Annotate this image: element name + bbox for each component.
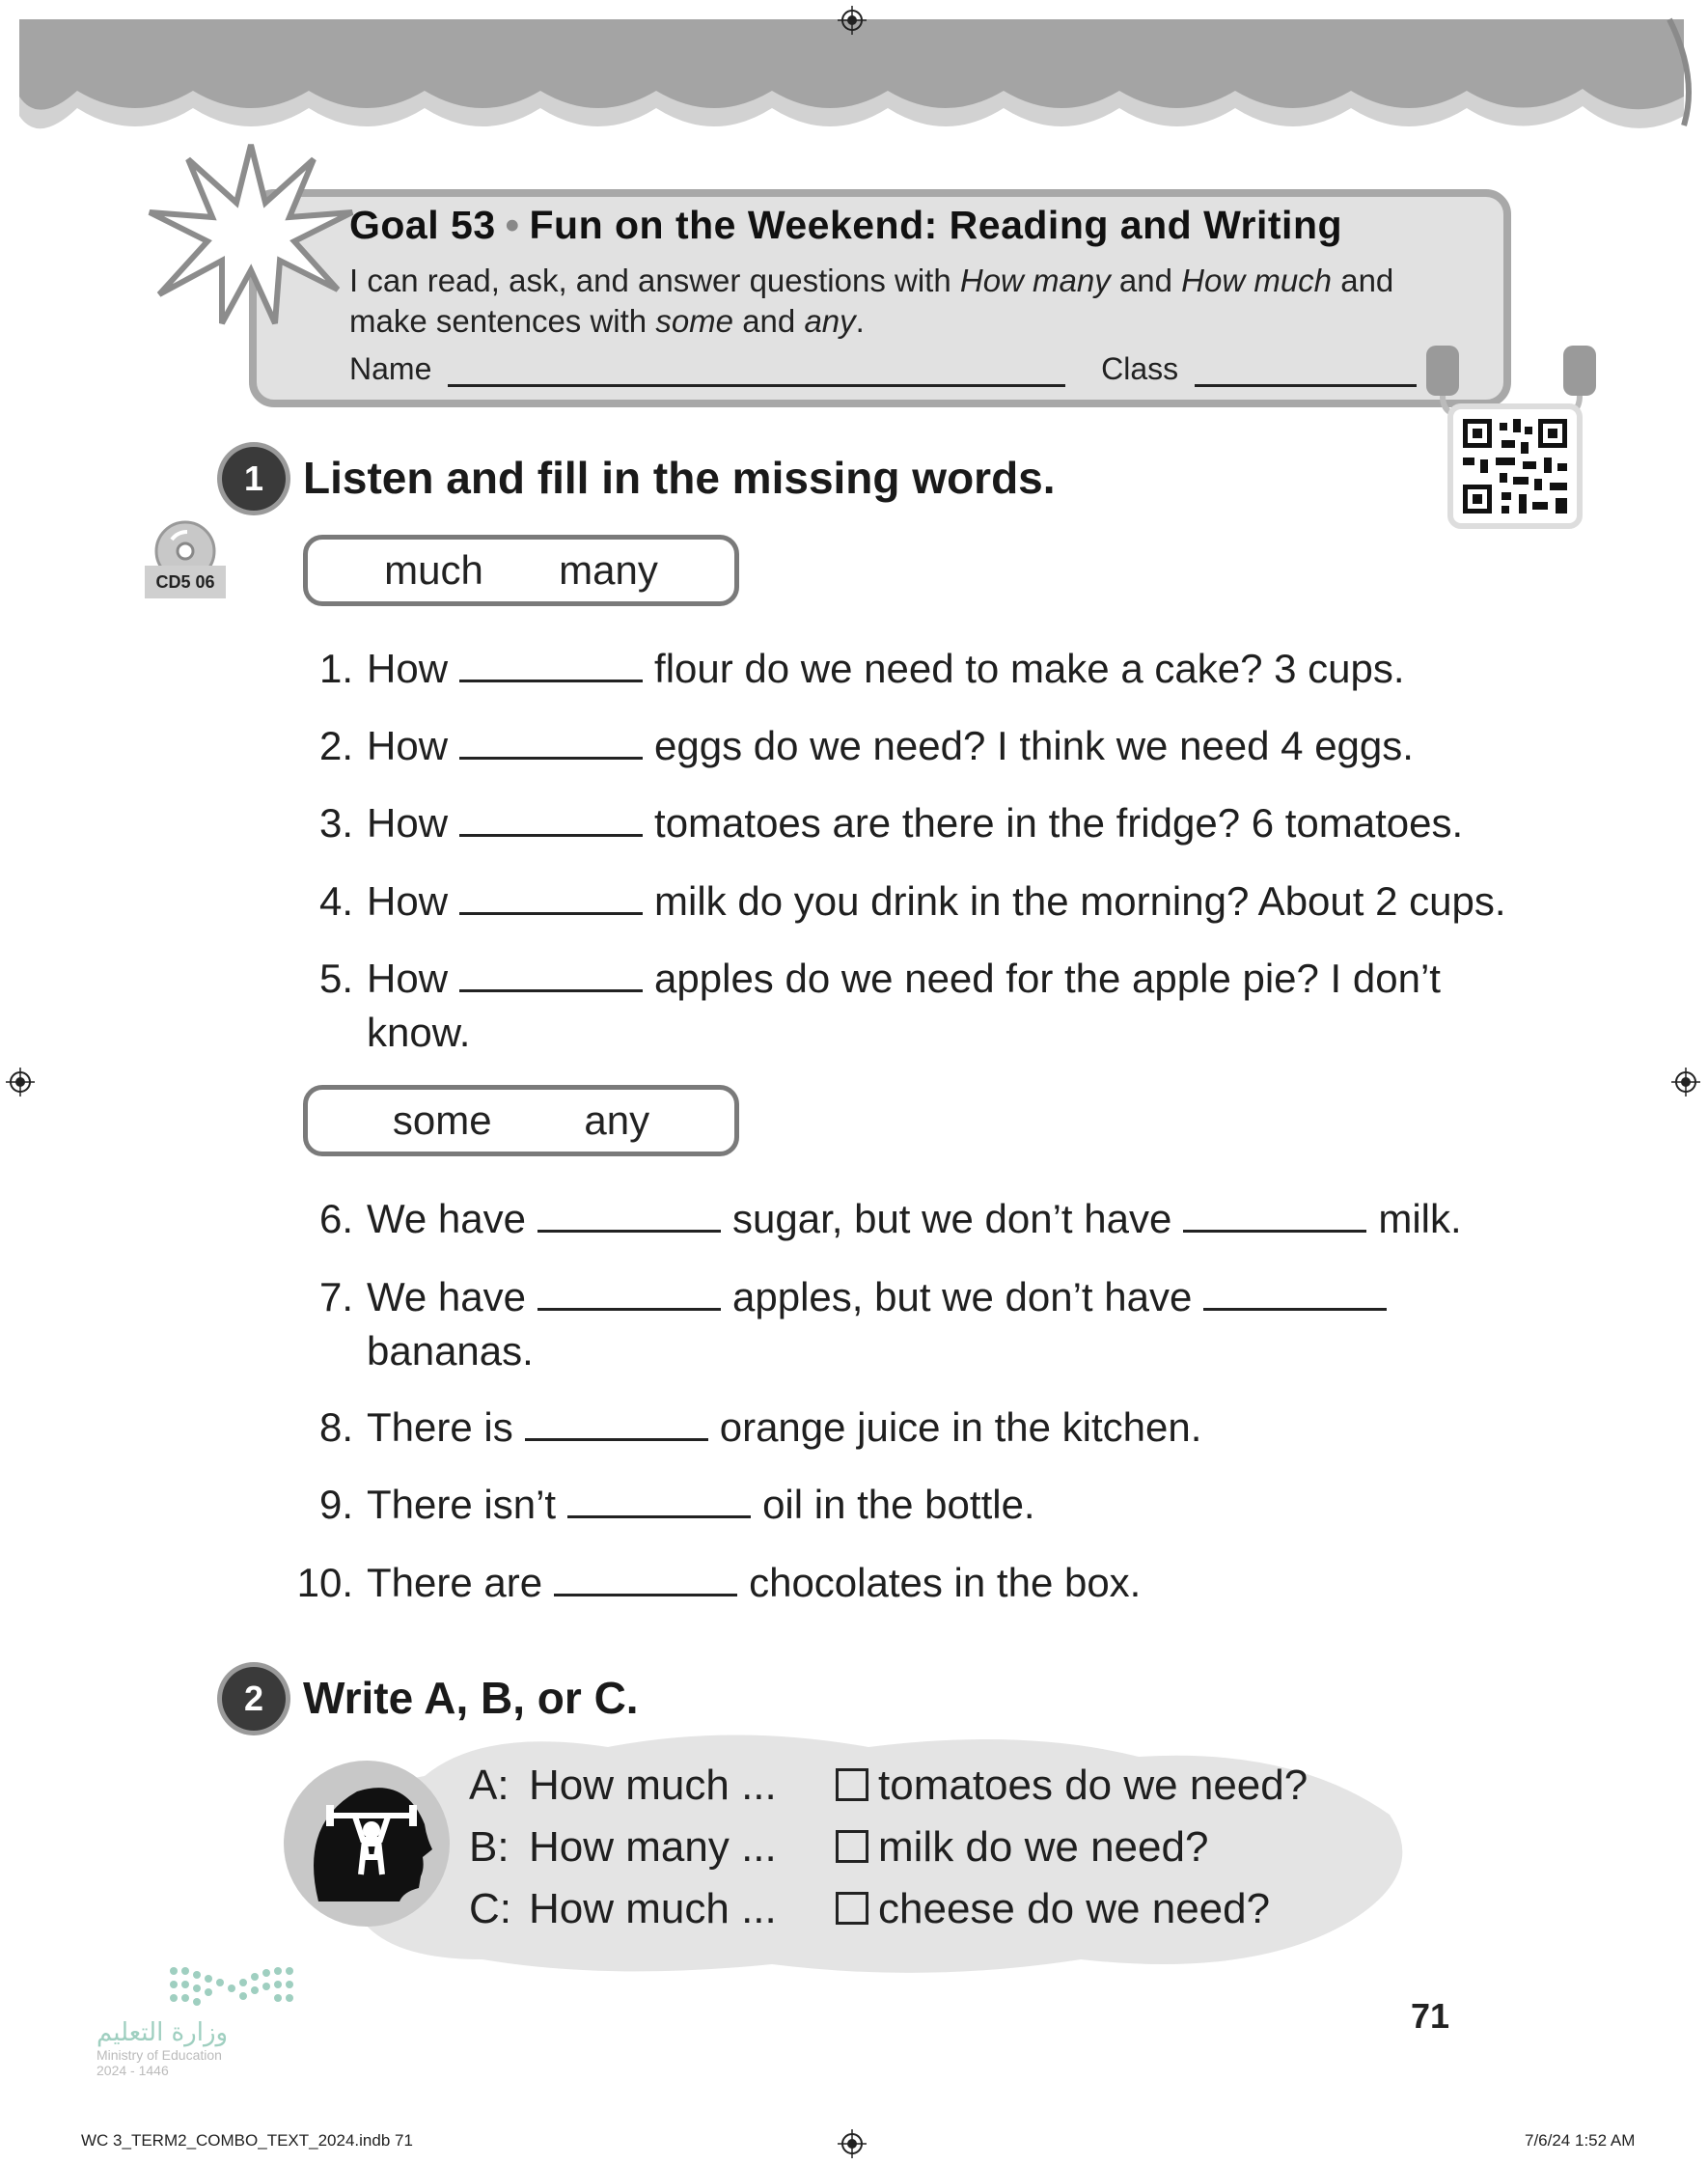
print-timestamp: 7/6/24 1:52 AM — [1525, 2131, 1636, 2150]
registration-mark-icon — [1671, 1068, 1700, 1096]
question-text: tomatoes are there in the fridge? 6 tomatoes. — [654, 800, 1464, 846]
row-stem: How many ... — [529, 1823, 777, 1871]
row-label: C: — [469, 1885, 511, 1932]
question-text: oil in the bottle. — [762, 1482, 1035, 1527]
goal-description — [349, 261, 1459, 342]
match-row — [469, 1755, 1308, 1817]
question-text: milk do you drink in the morning? About 2 cups. — [654, 878, 1506, 924]
match-row — [469, 1817, 1308, 1878]
question-text: milk. — [1378, 1196, 1462, 1241]
question-number: 3. — [318, 800, 353, 846]
question-text: orange juice in the kitchen. — [719, 1404, 1202, 1450]
row-stem: How much ... — [529, 1762, 777, 1809]
goal-heading: Fun on the Weekend: Reading and Writing — [529, 203, 1343, 247]
desc-emphasis: any — [804, 303, 856, 339]
answer-checkbox[interactable] — [836, 1768, 868, 1801]
answer-blank[interactable] — [459, 795, 643, 837]
question-number: 7. — [318, 1274, 353, 1319]
question-text: apples do we need for the apple pie? I don’t — [654, 956, 1441, 1001]
answer-blank[interactable] — [537, 1269, 721, 1311]
matching-list — [469, 1755, 1308, 1940]
question-number: 2. — [318, 723, 353, 768]
registration-mark-icon — [6, 1068, 35, 1096]
question-4 — [270, 874, 1506, 929]
question-text: How — [367, 723, 449, 768]
answer-blank[interactable] — [459, 951, 643, 992]
word-box-some-any — [303, 1085, 739, 1156]
question-text: chocolates in the box. — [749, 1560, 1142, 1605]
desc-text: and make sentences with — [349, 263, 1394, 339]
ministry-logo — [93, 1963, 324, 2098]
print-file-info: WC 3_TERM2_COMBO_TEXT_2024.indb 71 — [81, 2131, 413, 2150]
desc-emphasis: some — [655, 303, 734, 339]
question-2 — [270, 718, 1414, 773]
match-row — [469, 1878, 1308, 1940]
goal-title — [349, 203, 1342, 248]
question-1 — [270, 641, 1405, 696]
answer-blank[interactable] — [1183, 1191, 1366, 1233]
section-1-title: Listen and fill in the missing words. — [303, 453, 1056, 503]
word-box-much-many — [303, 535, 739, 606]
question-9 — [270, 1477, 1035, 1532]
word-option: much — [384, 547, 483, 593]
question-text: sugar, but we don’t have — [732, 1196, 1172, 1241]
answer-blank[interactable] — [459, 641, 643, 682]
audio-track-label[interactable]: CD5 06 — [145, 566, 226, 598]
question-5 — [270, 951, 1441, 1060]
question-text: How — [367, 646, 449, 691]
question-number: 10. — [296, 1560, 353, 1605]
desc-text: I can read, ask, and answer questions with — [349, 263, 960, 298]
question-text: How — [367, 800, 449, 846]
question-10 — [270, 1555, 1141, 1610]
question-text: How — [367, 878, 449, 924]
question-3 — [270, 795, 1463, 850]
goal-number: Goal 53 — [349, 203, 496, 247]
question-text: There are — [367, 1560, 543, 1605]
ministry-name-english: Ministry of Education — [96, 2047, 222, 2063]
question-text: There is — [367, 1404, 513, 1450]
word-option: many — [559, 547, 658, 593]
ministry-dots-icon — [93, 1963, 324, 2013]
name-field[interactable] — [448, 355, 1065, 387]
answer-blank[interactable] — [1203, 1269, 1387, 1311]
question-text-continued: bananas. — [367, 1328, 534, 1374]
question-text: How — [367, 956, 449, 1001]
row-label: A: — [469, 1762, 510, 1809]
section-2-title: Write A, B, or C. — [303, 1673, 639, 1723]
question-text: eggs do we need? I think we need 4 eggs. — [654, 723, 1414, 768]
page-number: 71 — [1411, 1996, 1450, 2036]
answer-blank[interactable] — [567, 1477, 751, 1518]
question-text: flour do we need to make a cake? 3 cups. — [654, 646, 1405, 691]
answer-blank[interactable] — [459, 718, 643, 760]
question-number: 4. — [318, 878, 353, 924]
desc-text: . — [855, 303, 865, 339]
question-number: 1. — [318, 646, 353, 691]
word-option: some — [392, 1097, 492, 1143]
question-number: 9. — [318, 1482, 353, 1527]
question-text: There isn’t — [367, 1482, 557, 1527]
row-ending: cheese do we need? — [878, 1885, 1271, 1932]
desc-emphasis: How much — [1181, 263, 1333, 298]
class-field[interactable] — [1195, 355, 1417, 387]
section-2-badge: 2 — [222, 1667, 286, 1731]
ministry-name-arabic: وزارة التعليم — [96, 2018, 229, 2047]
question-text: apples, but we don’t have — [732, 1274, 1193, 1319]
name-class-row — [349, 351, 1417, 387]
desc-text: and — [1110, 263, 1182, 298]
answer-checkbox[interactable] — [836, 1892, 868, 1925]
row-label: B: — [469, 1823, 510, 1871]
desc-text: and — [733, 303, 805, 339]
registration-mark-icon — [838, 6, 867, 35]
row-ending: milk do we need? — [878, 1823, 1209, 1871]
row-ending: tomatoes do we need? — [878, 1762, 1309, 1809]
word-option: any — [584, 1097, 650, 1143]
qr-code[interactable] — [1447, 403, 1583, 529]
question-text: We have — [367, 1274, 526, 1319]
question-6 — [270, 1191, 1462, 1246]
ministry-years: 2024 - 1446 — [96, 2063, 169, 2078]
desc-emphasis: How many — [959, 263, 1111, 298]
answer-blank[interactable] — [525, 1400, 708, 1441]
answer-checkbox[interactable] — [836, 1830, 868, 1863]
question-number: 5. — [318, 956, 353, 1001]
row-stem: How much ... — [529, 1885, 777, 1932]
question-7 — [270, 1269, 1398, 1378]
registration-mark-icon — [838, 2129, 867, 2158]
star-burst-icon — [145, 135, 357, 328]
qr-code-icon — [1463, 419, 1567, 513]
title-separator-icon: • — [505, 203, 520, 247]
question-text-continued: know. — [367, 1010, 471, 1055]
class-label: Class — [1101, 351, 1179, 386]
answer-blank[interactable] — [459, 874, 643, 915]
answer-blank[interactable] — [537, 1191, 721, 1233]
name-label: Name — [349, 351, 432, 386]
question-text: We have — [367, 1196, 526, 1241]
question-8 — [270, 1400, 1201, 1455]
question-number: 8. — [318, 1404, 353, 1450]
section-1-badge: 1 — [222, 447, 286, 511]
answer-blank[interactable] — [554, 1555, 737, 1596]
weightlifter-head-icon — [280, 1757, 454, 1930]
question-number: 6. — [318, 1196, 353, 1241]
